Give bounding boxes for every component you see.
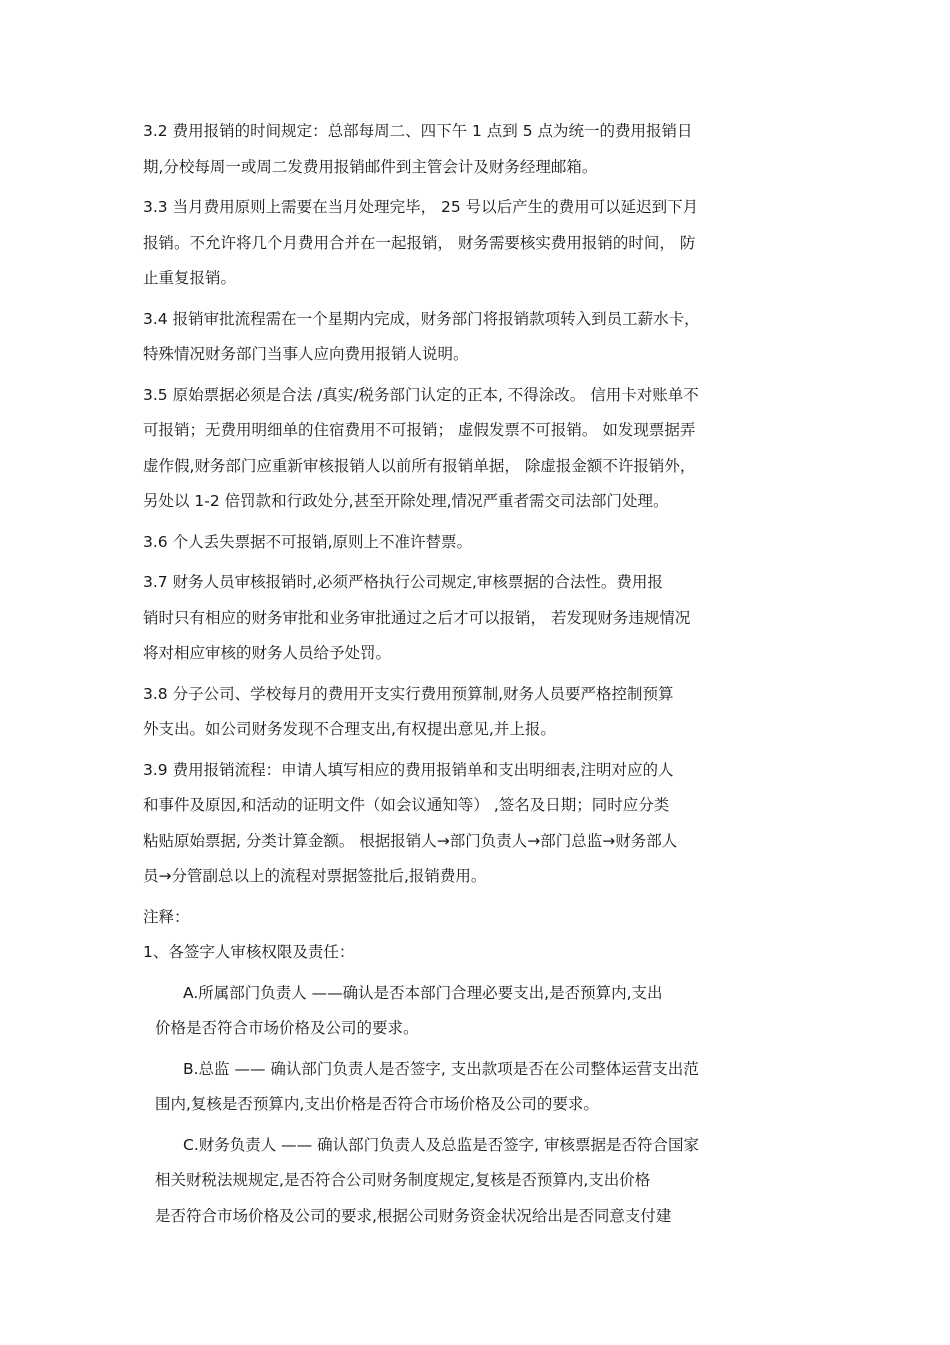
text-line: 报销。不允许将几个月费用合并在一起报销， 财务需要核实费用报销的时间， 防 xyxy=(143,233,696,252)
document-body xyxy=(143,114,808,1239)
paragraph-3-5 xyxy=(143,378,808,520)
text-line: 特殊情况财务部门当事人应向费用报销人说明。 xyxy=(143,345,469,363)
paragraph-3-3 xyxy=(143,190,808,297)
text-line: 外支出。如公司财务发现不合理支出,有权提出意见,并上报。 xyxy=(143,720,556,738)
text-line: 将对相应审核的财务人员给予处罚。 xyxy=(143,644,392,662)
note-section xyxy=(143,900,808,971)
text-line: 3.2 费用报销的时间规定：总部每周二、四下午 1 点到 5 点为统一的费用报销日 xyxy=(143,122,693,140)
paragraph-3-8 xyxy=(143,677,808,748)
paragraph-3-6 xyxy=(143,525,808,561)
sub-item-b xyxy=(143,1052,808,1123)
sub-item-line: 价格是否符合市场价格及公司的要求。 xyxy=(155,1019,419,1037)
text-line: 3.3 当月费用原则上需要在当月处理完毕， 25 号以后产生的费用可以延迟到下月 xyxy=(143,198,699,216)
text-line: 3.4 报销审批流程需在一个星期内完成，财务部门将报销款项转入到员工薪水卡， xyxy=(143,309,700,328)
sub-item-first-line: A.所属部门负责人 ——确认是否本部门合理必要支出,是否预算内,支出 xyxy=(183,983,663,1002)
sub-item-first-line: C.财务负责人 —— 确认部门负责人及总监是否签字, 审核票据是否符合国家 xyxy=(183,1135,699,1154)
text-line: 可报销；无费用明细单的住宿费用不可报销； 虚假发票不可报销。 如发现票据弄 xyxy=(143,421,696,439)
text-line: 另处以 1-2 倍罚款和行政处分,甚至开除处理,情况严重者需交司法部门处理。 xyxy=(143,492,669,510)
note-heading: 1、各签字人审核权限及责任： xyxy=(143,943,355,961)
text-line: 员→分管副总以上的流程对票据签批后,报销费用。 xyxy=(143,867,487,885)
paragraph-3-9 xyxy=(143,753,808,895)
note-label: 注释： xyxy=(143,907,190,926)
text-line: 期,分校每周一或周二发费用报销邮件到主管会计及财务经理邮箱。 xyxy=(143,157,598,176)
paragraph-3-2 xyxy=(143,114,808,185)
paragraph-3-4 xyxy=(143,302,808,373)
text-line: 止重复报销。 xyxy=(143,269,237,287)
text-line: 粘贴原始票据, 分类计算金额。 根据报销人→部门负责人→部门总监→财务部人 xyxy=(143,831,678,850)
text-line: 虚作假,财务部门应重新审核报销人以前所有报销单据， 除虚报金额不许报销外， xyxy=(143,456,696,475)
paragraph-3-7 xyxy=(143,565,808,672)
text-line: 3.5 原始票据必须是合法 /真实/税务部门认定的正本, 不得涂改。 信用卡对账单不 xyxy=(143,385,699,404)
sub-item-line: 围内,复核是否预算内,支出价格是否符合市场价格及公司的要求。 xyxy=(155,1095,599,1113)
text-line: 3.7 财务人员审核报销时,必须严格执行公司规定,审核票据的合法性。费用报 xyxy=(143,573,663,591)
text-line: 3.8 分子公司、学校每月的费用开支实行费用预算制,财务人员要严格控制预算 xyxy=(143,684,674,703)
sub-item-line: 是否符合市场价格及公司的要求,根据公司财务资金状况给出是否同意支付建 xyxy=(155,1206,672,1225)
text-line: 3.6 个人丢失票据不可报销,原则上不准许替票。 xyxy=(143,532,473,551)
sub-item-line: 相关财税法规规定,是否符合公司财务制度规定,复核是否预算内,支出价格 xyxy=(155,1171,651,1189)
sub-item-c xyxy=(143,1128,808,1235)
sub-item-a xyxy=(143,976,808,1047)
sub-item-first-line: B.总监 —— 确认部门负责人是否签字, 支出款项是否在公司整体运营支出范 xyxy=(183,1059,699,1078)
text-line: 和事件及原因,和活动的证明文件（如会议通知等） ,签名及日期；同时应分类 xyxy=(143,796,670,814)
text-line: 3.9 费用报销流程：申请人填写相应的费用报销单和支出明细表,注明对应的人 xyxy=(143,760,674,779)
text-line: 销时只有相应的财务审批和业务审批通过之后才可以报销， 若发现财务违规情况 xyxy=(143,608,691,627)
